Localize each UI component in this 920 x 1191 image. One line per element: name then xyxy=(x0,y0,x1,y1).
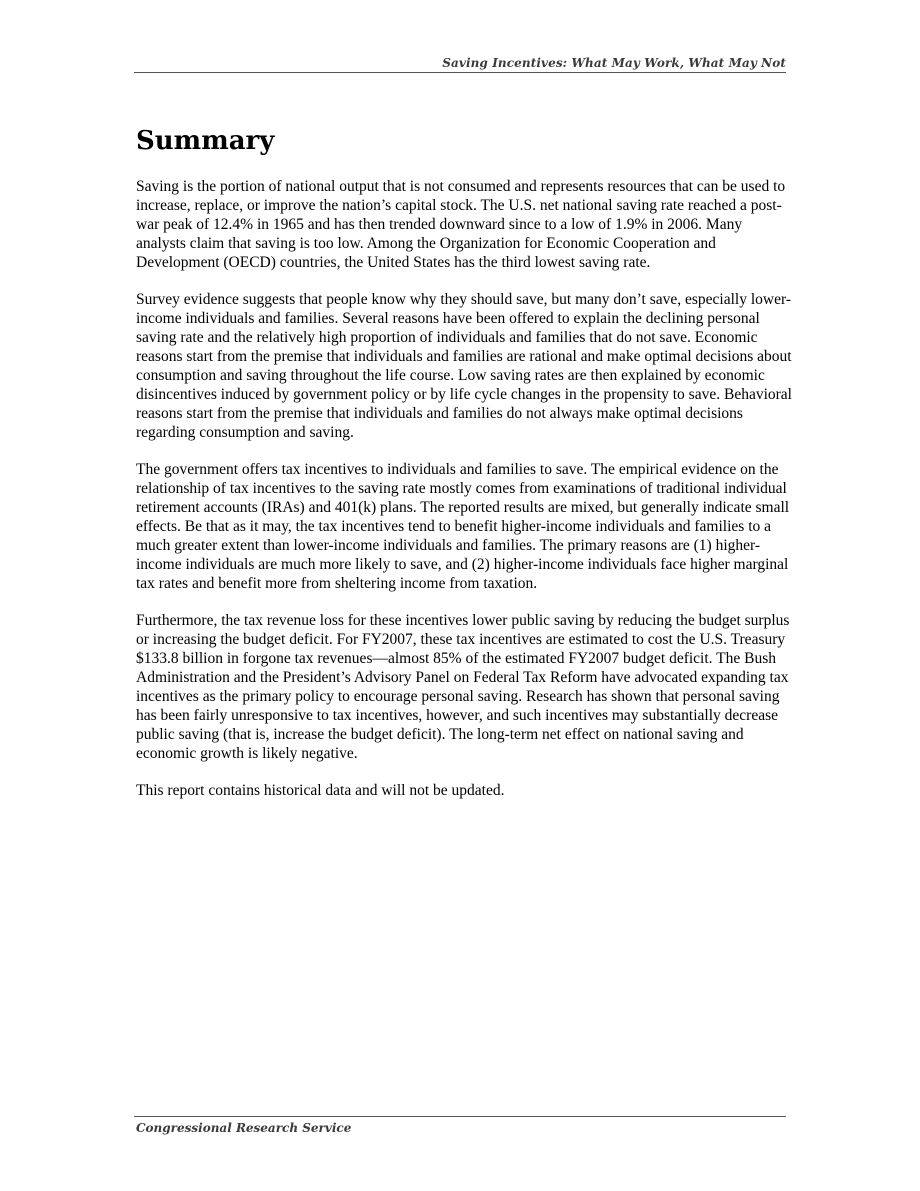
summary-body xyxy=(136,177,792,818)
summary-paragraph-4: Furthermore, the tax revenue loss for these incentives lower public saving by reducing the budget surplus or increasing the budget deficit. For FY2007, these tax incentives are estimated to cost the U.S. Treasury $133.8 billion in forgone tax revenues—almost 85% of the estimated FY2007 budget deficit. The Bush Administration and the President’s Advisory Panel on Federal Tax Reform have advocated expanding tax incentives as the primary policy to encourage personal saving. Research has shown that personal saving has been fairly unresponsive to tax incentives, however, and such incentives may substantially decrease public saving (that is, increase the budget deficit). The long-term net effect on national saving and economic growth is likely negative. xyxy=(136,612,790,762)
footer-organization: Congressional Research Service xyxy=(136,1121,352,1135)
summary-paragraph-1: Saving is the portion of national output that is not consumed and represents resources that can be used to increase, replace, or improve the nation’s capital stock. The U.S. net national saving rate reached a post-war peak of 12.4% in 1965 and has then trended downward since to a low of 1.9% in 2006. Many analysts claim that saving is too low. Among the Organization for Economic Cooperation and Development (OECD) countries, the United States has the third lowest saving rate. xyxy=(136,178,786,271)
summary-paragraph-5: This report contains historical data and will not be updated. xyxy=(136,782,505,799)
page-title: Summary xyxy=(136,126,275,156)
footer-divider xyxy=(134,1116,786,1117)
summary-paragraph-2: Survey evidence suggests that people know why they should save, but many don’t save, especially lower-income individuals and families. Several reasons have been offered to explain the declining personal saving rate and the relatively high proportion of individuals and families that do not save. Economic reasons start from the premise that individuals and families are rational and make optimal decisions about consumption and saving throughout the life course. Low saving rates are then explained by economic disincentives induced by government policy or by life cycle changes in the propensity to save. Behavioral reasons start from the premise that individuals and families do not always make optimal decisions regarding consumption and saving. xyxy=(136,291,792,441)
header-divider xyxy=(134,72,786,73)
running-header-title: Saving Incentives: What May Work, What May Not xyxy=(442,56,786,70)
summary-paragraph-3: The government offers tax incentives to individuals and families to save. The empirical evidence on the relationship of tax incentives to the saving rate mostly comes from examinations of traditional individual retirement accounts (IRAs) and 401(k) plans. The reported results are mixed, but generally indicate small effects. Be that as it may, the tax incentives tend to benefit higher-income individuals and families to a much greater extent than lower-income individuals and families. The primary reasons are (1) higher-income individuals are much more likely to save, and (2) higher-income individuals face higher marginal tax rates and benefit more from sheltering income from taxation. xyxy=(136,461,790,592)
